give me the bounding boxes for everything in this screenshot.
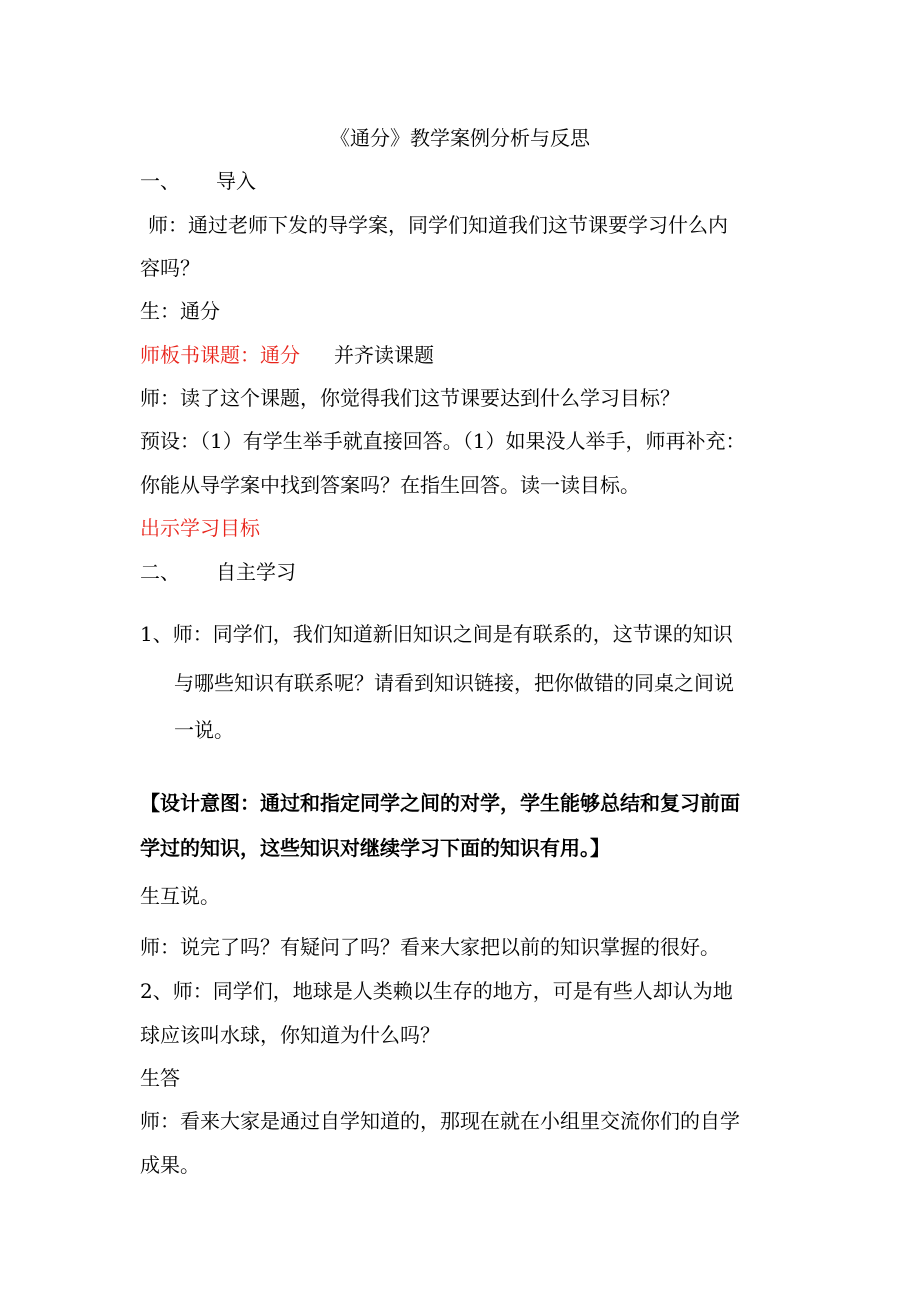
item2-line1: 2、师：同学们，地球是人类赖以生存的地方，可是有些人却认为地: [140, 979, 733, 1003]
section1-heading: [140, 167, 256, 195]
item1-line3: 一说。: [174, 718, 234, 742]
document-title: 《通分》教学案例分析与反思: [330, 126, 590, 150]
item1-line1: 1、师：同学们，我们知道新旧知识之间是有联系的，这节课的知识: [140, 622, 733, 646]
student-answer-2: 生答: [140, 1066, 180, 1090]
teacher-question-3: 师：说完了吗？有疑问了吗？看来大家把以前的知识掌握的很好。: [140, 935, 720, 959]
section1-title: 导入: [216, 169, 256, 193]
section2-heading: [140, 558, 296, 586]
preset-line1: 预设：（1）有学生举手就直接回答。（1）如果没人举手，师再补充：: [140, 429, 746, 453]
student-mutual: 生互说。: [140, 884, 220, 908]
teacher-question-1-line2: 容吗？: [140, 256, 200, 280]
board-title-black: 并齐读课题: [334, 343, 434, 367]
teacher-question-1-line1: 师：通过老师下发的导学案，同学们知道我们这节课要学习什么内: [148, 213, 728, 237]
teacher-question-4-line2: 成果。: [140, 1153, 200, 1177]
section1-number: 一、: [140, 169, 180, 193]
design-intent-line2: 学过的知识，这些知识对继续学习下面的知识有用。】: [140, 836, 610, 860]
show-goals: 出示学习目标: [140, 516, 260, 540]
item2-line2: 球应该叫水球，你知道为什么吗？: [140, 1023, 440, 1047]
item1-line2: 与哪些知识有联系呢？请看到知识链接，把你做错的同桌之间说: [174, 671, 734, 695]
board-title-line: [140, 341, 434, 369]
preset-line2: 你能从导学案中找到答案吗？在指生回答。读一读目标。: [140, 473, 640, 497]
teacher-question-4-line1: 师：看来大家是通过自学知道的，那现在就在小组里交流你们的自学: [140, 1109, 740, 1133]
section2-number: 二、: [140, 560, 180, 584]
board-title-red: 师板书课题：通分: [140, 343, 300, 367]
section2-title: 自主学习: [216, 560, 296, 584]
student-answer-1: 生：通分: [140, 299, 220, 323]
design-intent-line1: 【设计意图：通过和指定同学之间的对学，学生能够总结和复习前面: [140, 791, 740, 815]
teacher-question-2: 师：读了这个课题，你觉得我们这节课要达到什么学习目标？: [140, 386, 680, 410]
